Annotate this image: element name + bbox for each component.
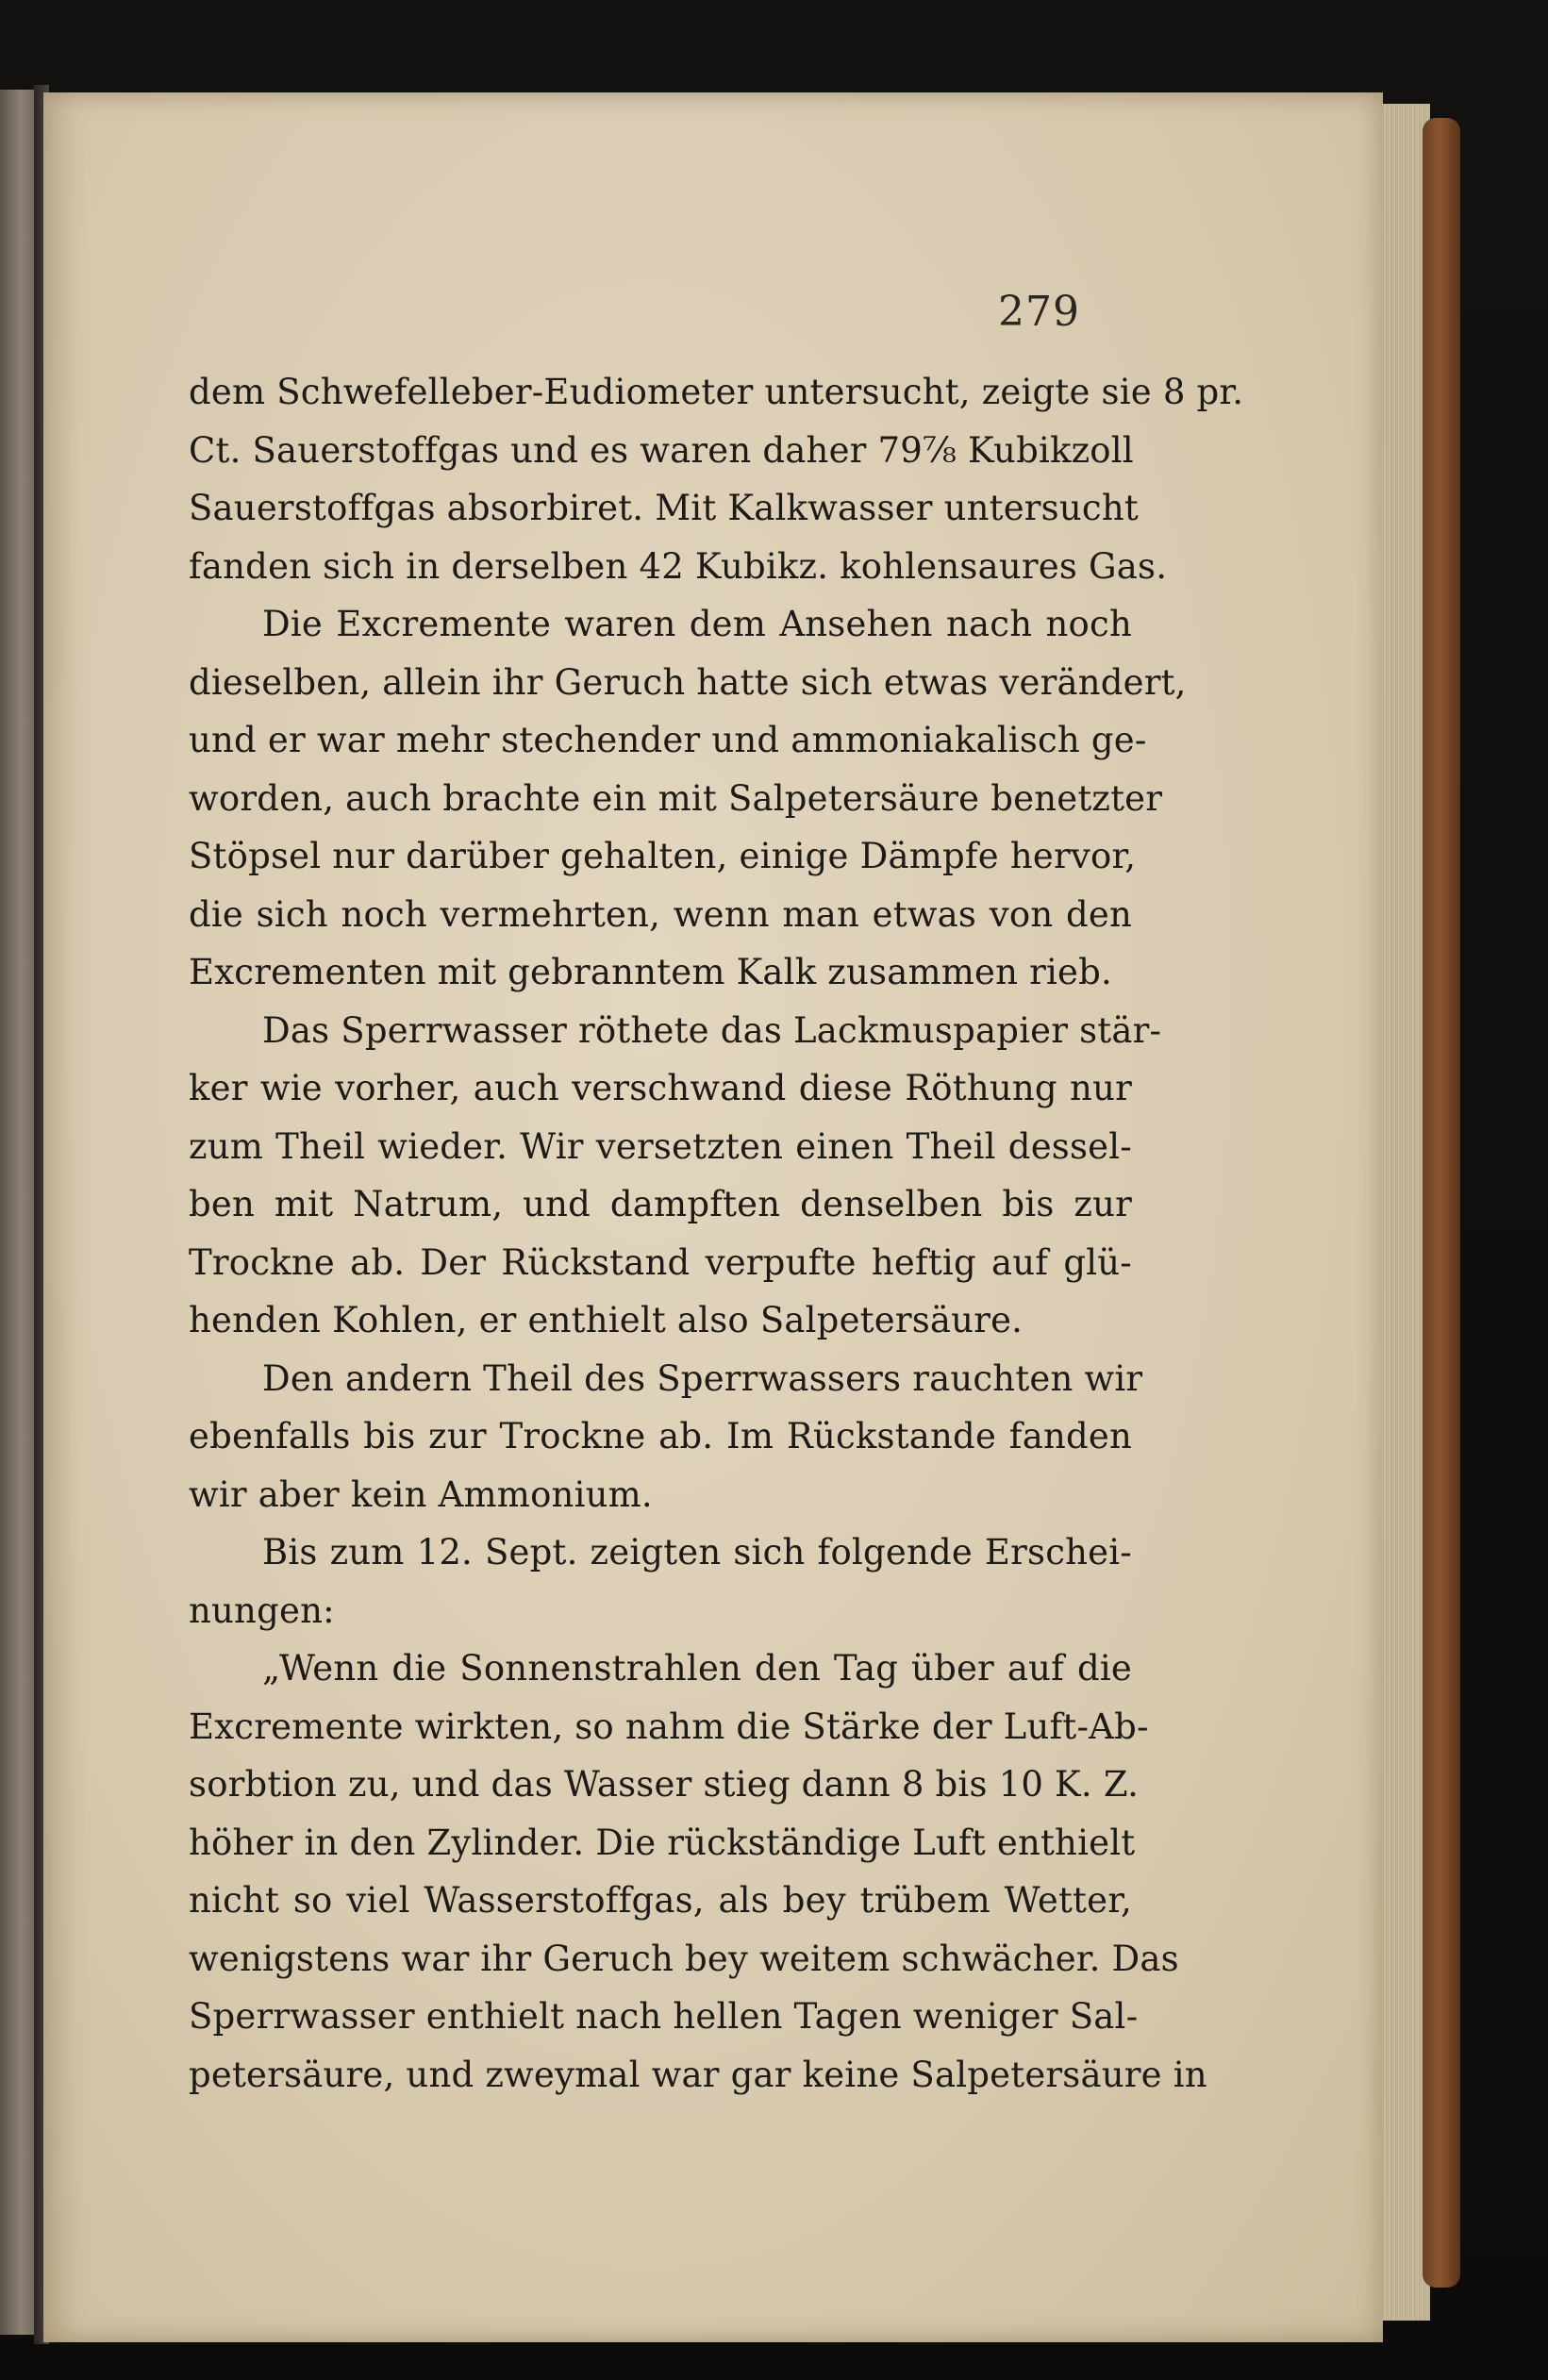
text-line: Trockne ab. Der Rückstand verpufte heftig auf glü- [189,1241,1132,1283]
text-line: nicht so viel Wasserstoffgas, als bey trübem Wetter, [189,1880,1132,1921]
text-line: Excrementen mit gebranntem Kalk zusammen rieb. [189,952,1112,992]
text-line: Sauerstoffgas absorbiret. Mit Kalkwasser untersucht [189,488,1139,528]
text-line: worden, auch brachte ein mit Salpetersäure benetzter [189,777,1163,819]
text-line: fanden sich in derselben 42 Kubikz. kohlensaures Gas. [189,545,1168,587]
page-number: 279 [998,288,1080,336]
text-line: Ct. Sauerstoffgas und es waren daher 79⅞ Kubikzoll [189,429,1134,471]
text-line: wir aber kein Ammonium. [189,1473,653,1515]
text-line: wenigstens war ihr Geruch bey weitem schwächer. Das [189,1938,1179,1979]
text-line: ebenfalls bis zur Trockne ab. Im Rückstande fanden [189,1416,1132,1456]
text-line: dieselben, allein ihr Geruch hatte sich etwas verändert, [189,661,1187,703]
text-line: Stöpsel nur darüber gehalten, einige Dämpfe hervor, [189,836,1137,876]
text-line: Den andern Theil des Sperrwassers rauchten wir [262,1357,1143,1399]
book-cover-edge [1423,118,1460,2288]
text-line: Bis zum 12. Sept. zeigten sich folgende Erschei- [262,1532,1132,1573]
text-line: die sich noch vermehrten, wenn man etwas von den [189,893,1132,935]
text-line: Die Excremente waren dem Ansehen nach noch [262,604,1132,644]
text-line: Das Sperrwasser röthete das Lackmuspapier stär- [262,1009,1162,1051]
text-line: zum Theil wieder. Wir versetzten einen Theil dessel- [189,1125,1132,1167]
text-line: ker wie vorher, auch verschwand diese Röthung nur [189,1068,1132,1108]
text-line: dem Schwefelleber-Eudiometer untersucht, zeigte sie 8 pr. [189,372,1244,412]
text-line: und er war mehr stechender und ammoniakalisch ge- [189,720,1147,760]
text-line: henden Kohlen, er enthielt also Salpetersäure. [189,1300,1024,1340]
text-line: Excremente wirkten, so nahm die Stärke der Luft-Ab- [189,1706,1149,1747]
left-page-edge [0,90,38,2335]
text-line: nungen: [189,1589,335,1631]
text-line: ben mit Natrum, und dampften denselben bis zur [189,1184,1132,1224]
text-line: „Wenn die Sonnenstrahlen den Tag über auf die [262,1648,1132,1689]
text-line: petersäure, und zweymal war gar keine Salpetersäure in [189,2054,1207,2095]
text-line: Sperrwasser enthielt nach hellen Tagen weniger Sal- [189,1996,1139,2037]
text-line: sorbtion zu, und das Wasser stieg dann 8 bis 10 K. Z. [189,1764,1140,1805]
body-text [189,363,1244,2104]
text-line: höher in den Zylinder. Die rückständige Luft enthielt [189,1822,1136,1863]
